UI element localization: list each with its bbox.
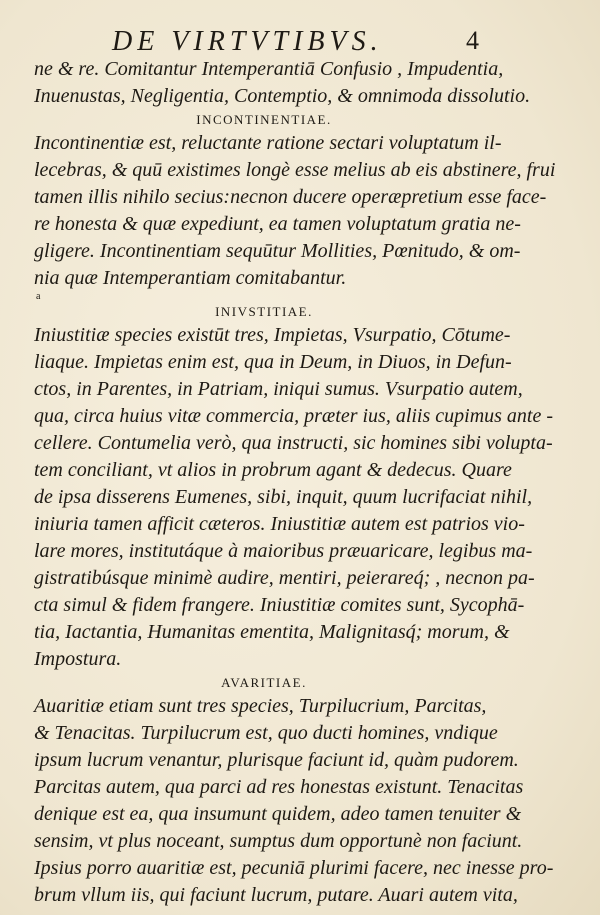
section-heading-incontinentiae: INCONTINENTIAE. — [196, 112, 332, 127]
text-line: Iniustitiæ species existūt tres, Impietas, Vsurpatio, Cōtume- — [34, 324, 511, 346]
text-line: ctos, in Parentes, in Patriam, iniqui sumus. Vsurpatio autem, — [34, 378, 523, 400]
text-line: lecebras, & quū existimes longè esse melius ab eis abstinere, frui — [34, 159, 556, 181]
text-line: de ipsa disserens Eumenes, sibi, inquit, quum lucrifaciat nihil, — [34, 486, 533, 508]
text-line: gistratibúsque minimè audire, mentiri, peierareq́; , necnon pa- — [34, 567, 535, 589]
text-line: Impostura. — [34, 648, 122, 670]
running-title: DE VIRTVTIBVS. — [112, 26, 383, 57]
text-line: Incontinentiæ est, reluctante ratione sectari voluptatum il- — [34, 132, 502, 154]
text-line: ipsum lucrum venantur, plurisque faciunt id, quàm pudorem. — [34, 749, 519, 771]
text-line: qua, circa huius vitæ commercia, præter ius, aliis cupimus ante - — [34, 405, 554, 427]
section-heading-auaritiae: AVARITIAE. — [221, 675, 307, 690]
text-line: nia quæ Intemperantiam comitabantur. — [34, 267, 347, 289]
text-line: denique est ea, qua insumunt quidem, adeo tamen tenuiter & — [34, 803, 522, 825]
text-line: gligere. Incontinentiam sequūtur Mollities, Pœnitudo, & om- — [34, 240, 521, 262]
text-line: & Tenacitas. Turpilucrum est, quo ducti homines, vndique — [34, 722, 498, 744]
text-line: tia, Iactantia, Humanitas ementita, Malignitasq́; morum, & — [34, 621, 510, 643]
running-head — [0, 26, 600, 56]
text-line: brum vllum iis, qui faciunt lucrum, putare. Auari autem vita, — [34, 884, 518, 906]
text-line: Auaritiæ etiam sunt tres species, Turpilucrium, Parcitas, — [34, 695, 487, 717]
text-body — [34, 56, 556, 909]
text-line: iniuria tamen afficit cæteros. Iniustitiæ autem est patrios vio- — [34, 513, 525, 535]
text-line: lare mores, institutáque à maioribus præuaricare, legibus ma- — [34, 540, 533, 562]
section-heading-iniustitiae: INIVSTITIAE. — [215, 304, 313, 319]
text-line: tem conciliant, vt alios in probrum agant & dedecus. Quare — [34, 459, 512, 481]
signature-mark: a — [36, 291, 41, 302]
text-line: tamen illis nihilo secius:necnon ducere operæpretium esse face- — [34, 186, 547, 208]
text-line: Inuenustas, Negligentia, Contemptio, & omnimoda dissolutio. — [34, 85, 531, 107]
text-line: Ipsius porro auaritiæ est, pecuniā plurimi facere, nec inesse pro- — [34, 857, 554, 879]
text-line: liaque. Impietas enim est, qua in Deum, in Diuos, in Defun- — [34, 351, 512, 373]
text-line: re honesta & quæ expediunt, ea tamen voluptatum gratia ne- — [34, 213, 521, 235]
text-line: cellere. Contumelia verò, qua instructi, sic homines sibi volupta- — [34, 432, 553, 454]
text-line: ne & re. Comitantur Intemperantiā Confusio , Impudentia, — [34, 58, 504, 80]
text-line: sensim, vt plus noceant, sumptus dum opportunè non faciunt. — [34, 830, 523, 852]
page-number: 4 — [466, 26, 479, 55]
text-line: Parcitas autem, qua parci ad res honestas existunt. Tenacitas — [34, 776, 524, 798]
text-line: cta simul & fidem frangere. Iniustitiæ comites sunt, Sycophā- — [34, 594, 525, 616]
